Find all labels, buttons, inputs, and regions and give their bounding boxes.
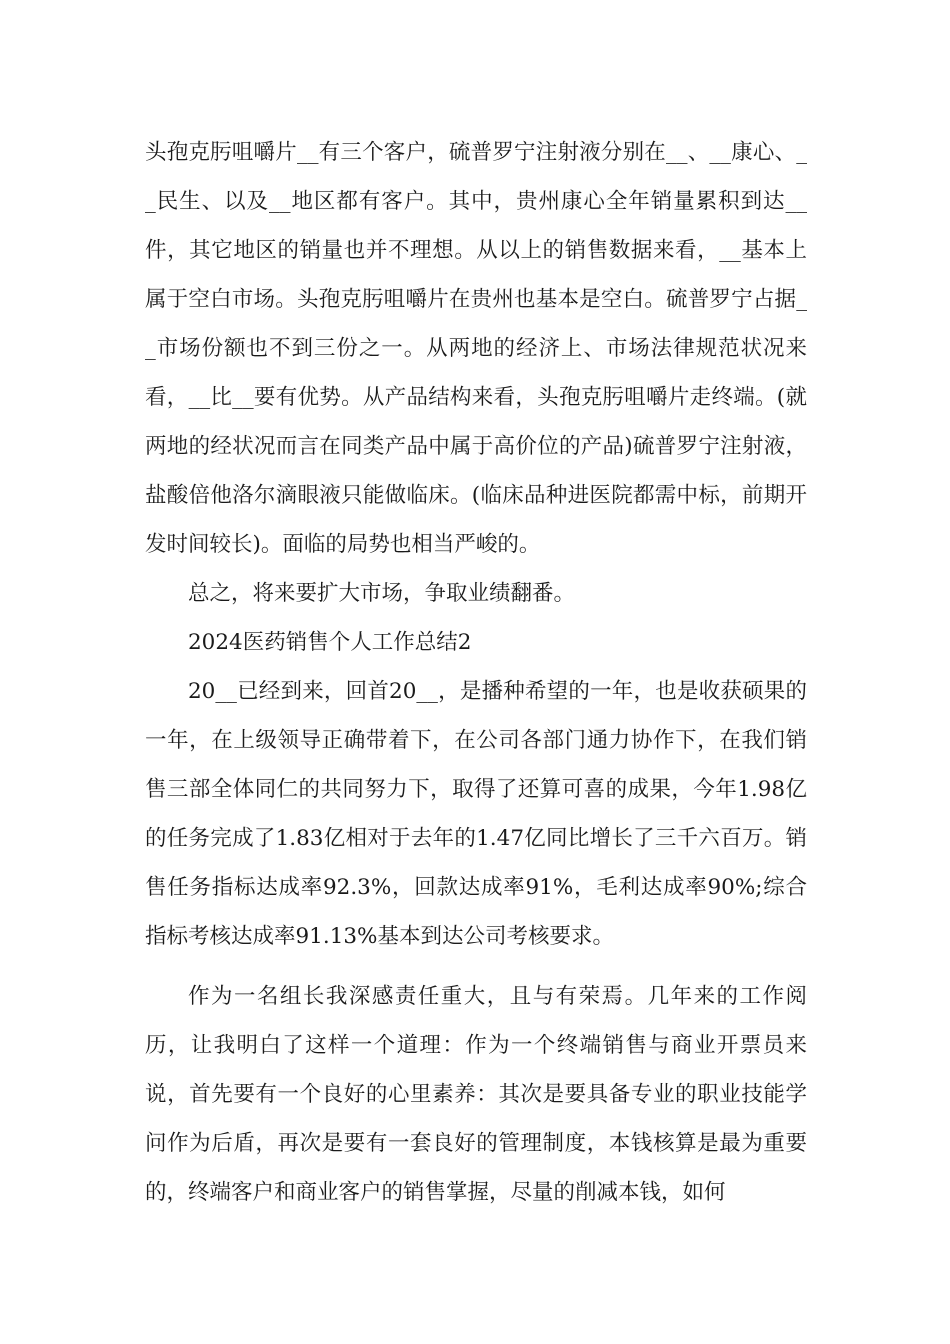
document-body [145,128,807,1217]
section-heading: 2024医药销售个人工作总结2 [188,630,472,655]
paragraph-annual-results: 20__已经到来，回首20__，是播种希望的一年，也是收获硕果的一年，在上级领导正确带着下，在公司各部门通力协作下，在我们销售三部全体同仁的共同努力下，取得了还算可喜的成果，今年1.98亿的任务完成了1.83亿相对于去年的1.47亿同比增长了三千六百万。销售任务指标达成率92.3%，回款达成率91%，毛利达成率90%;综合指标考核达成率91.13%基本到达公司考核要求。 [145,679,807,949]
paragraph-market-analysis: 头孢克肟咀嚼片__有三个客户，硫普罗宁注射液分别在__、__康心、__民生、以及__地区都有客户。其中，贵州康心全年销量累积到达__件，其它地区的销量也并不理想。从以上的销售数据来看，__基本上属于空白市场。头孢克肟咀嚼片在贵州也基本是空白。硫普罗宁占据__市场份额也不到三份之一。从两地的经济上、市场法律规范状况来看，__比__要有优势。从产品结构来看，头孢克肟咀嚼片走终端。(就两地的经状况而言在同类产品中属于高价位的产品)硫普罗宁注射液，盐酸倍他洛尔滴眼液只能做临床。(临床品种进医院都需中标，前期开发时间较长)。面临的局势也相当严峻的。 [145,140,807,557]
paragraph-team-leader: 作为一名组长我深感责任重大，且与有荣焉。几年来的工作阅历，让我明白了这样一个道理：作为一个终端销售与商业开票员来说，首先要有一个良好的心里素养：其次是要具备专业的职业技能学问作为后盾，再次是要有一套良好的管理制度，本钱核算是最为重要的，终端客户和商业客户的销售掌握，尽量的削减本钱，如何 [145,984,807,1205]
paragraph-conclusion: 总之，将来要扩大市场，争取业绩翻番。 [188,581,576,606]
